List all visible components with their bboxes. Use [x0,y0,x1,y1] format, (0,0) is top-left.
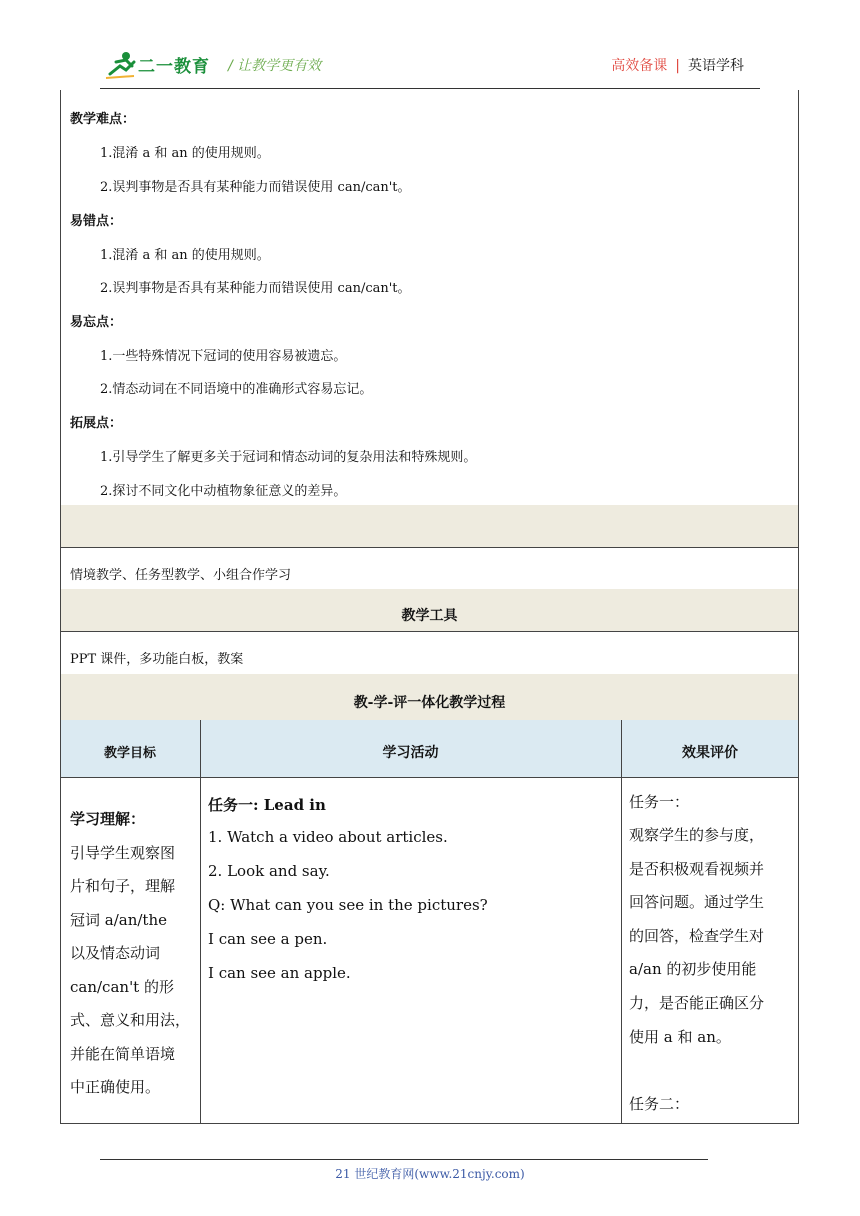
evaluation-line: a/an 的初步使用能 [629,960,757,978]
extend-title: 拓展点： [70,416,123,431]
goal-line: 以及情态动词 [70,944,161,962]
evaluation-line: 观察学生的参与度， [629,826,765,844]
column-goal: 教学目标 [103,746,156,761]
activity-line: Q: What can you see in the pictures? [208,896,488,914]
process-title: 教-学-评一体化教学过程 [353,695,506,711]
extend-item: 1.引导学生了解更多关于冠词和情态动词的复杂用法和特殊规则。 [100,450,477,465]
column-divider [621,720,622,1124]
column-activity: 学习活动 [382,745,439,761]
goal-line: 中正确使用。 [70,1078,161,1096]
goal-line: 引导学生观察图 [70,844,176,862]
tools-title: 教学工具 [401,608,458,624]
error-item: 1.混淆 a 和 an 的使用规则。 [100,248,270,263]
difficulty-item: 1.混淆 a 和 an 的使用规则。 [100,146,270,161]
goal-line: can/can't 的形 [70,978,174,996]
evaluation-line: 任务二： [629,1095,690,1113]
evaluation-line: 力，是否能正确区分 [629,994,765,1012]
extend-item: 2.探讨不同文化中动植物象征意义的差异。 [100,484,347,499]
activity-line: 1. Watch a video about articles. [208,828,448,846]
error-item: 2.误判事物是否具有某种能力而错误使用 can/can't。 [100,281,411,296]
empty-shaded-row [60,505,799,548]
page-header [0,0,860,90]
evaluation-line: 使用 a 和 an。 [629,1028,731,1046]
activity-title: 任务一: Lead in [208,796,326,814]
forget-title: 易忘点： [70,315,123,330]
methods-text: 情境教学、任务型教学、小组合作学习 [70,568,292,583]
header-subject: 英语学科 [688,58,744,74]
evaluation-line: 任务一： [629,793,690,811]
goal-line: 冠词 a/an/the [70,911,167,929]
goal-line: 片和句子，理解 [70,877,176,895]
header-divider [100,88,760,89]
difficulty-item: 2.误判事物是否具有某种能力而错误使用 can/can't。 [100,180,411,195]
footer-divider [100,1159,708,1160]
activity-line: I can see a pen. [208,930,328,948]
logo-text: 二一教育 [138,57,210,77]
tools-text: PPT 课件，多功能白板，教案 [70,652,244,667]
activity-line: 2. Look and say. [208,862,330,880]
evaluation-line: 是否积极观看视频并 [629,860,765,878]
slogan: / 让教学更有效 [228,58,322,74]
goal-title: 学习理解： [70,810,146,828]
activity-line: I can see an apple. [208,964,351,982]
goal-line: 并能在简单语境 [70,1045,176,1063]
header-separator: | [675,58,680,74]
column-divider [200,720,201,1124]
header-right [611,55,744,75]
difficulties-title: 教学难点： [70,112,136,127]
column-evaluation: 效果评价 [682,745,738,761]
header-tag: 高效备课 [611,58,668,74]
forget-item: 1.一些特殊情况下冠词的使用容易被遗忘。 [100,349,347,364]
forget-item: 2.情态动词在不同语境中的准确形式容易忘记。 [100,382,373,397]
evaluation-line: 的回答，检查学生对 [629,927,765,945]
evaluation-line: 回答问题。通过学生 [629,893,765,911]
footer-text[interactable]: 21 世纪教育网(www.21cnjy.com) [335,1167,525,1181]
errors-title: 易错点： [70,214,123,229]
goal-line: 式、意义和用法， [70,1011,191,1029]
